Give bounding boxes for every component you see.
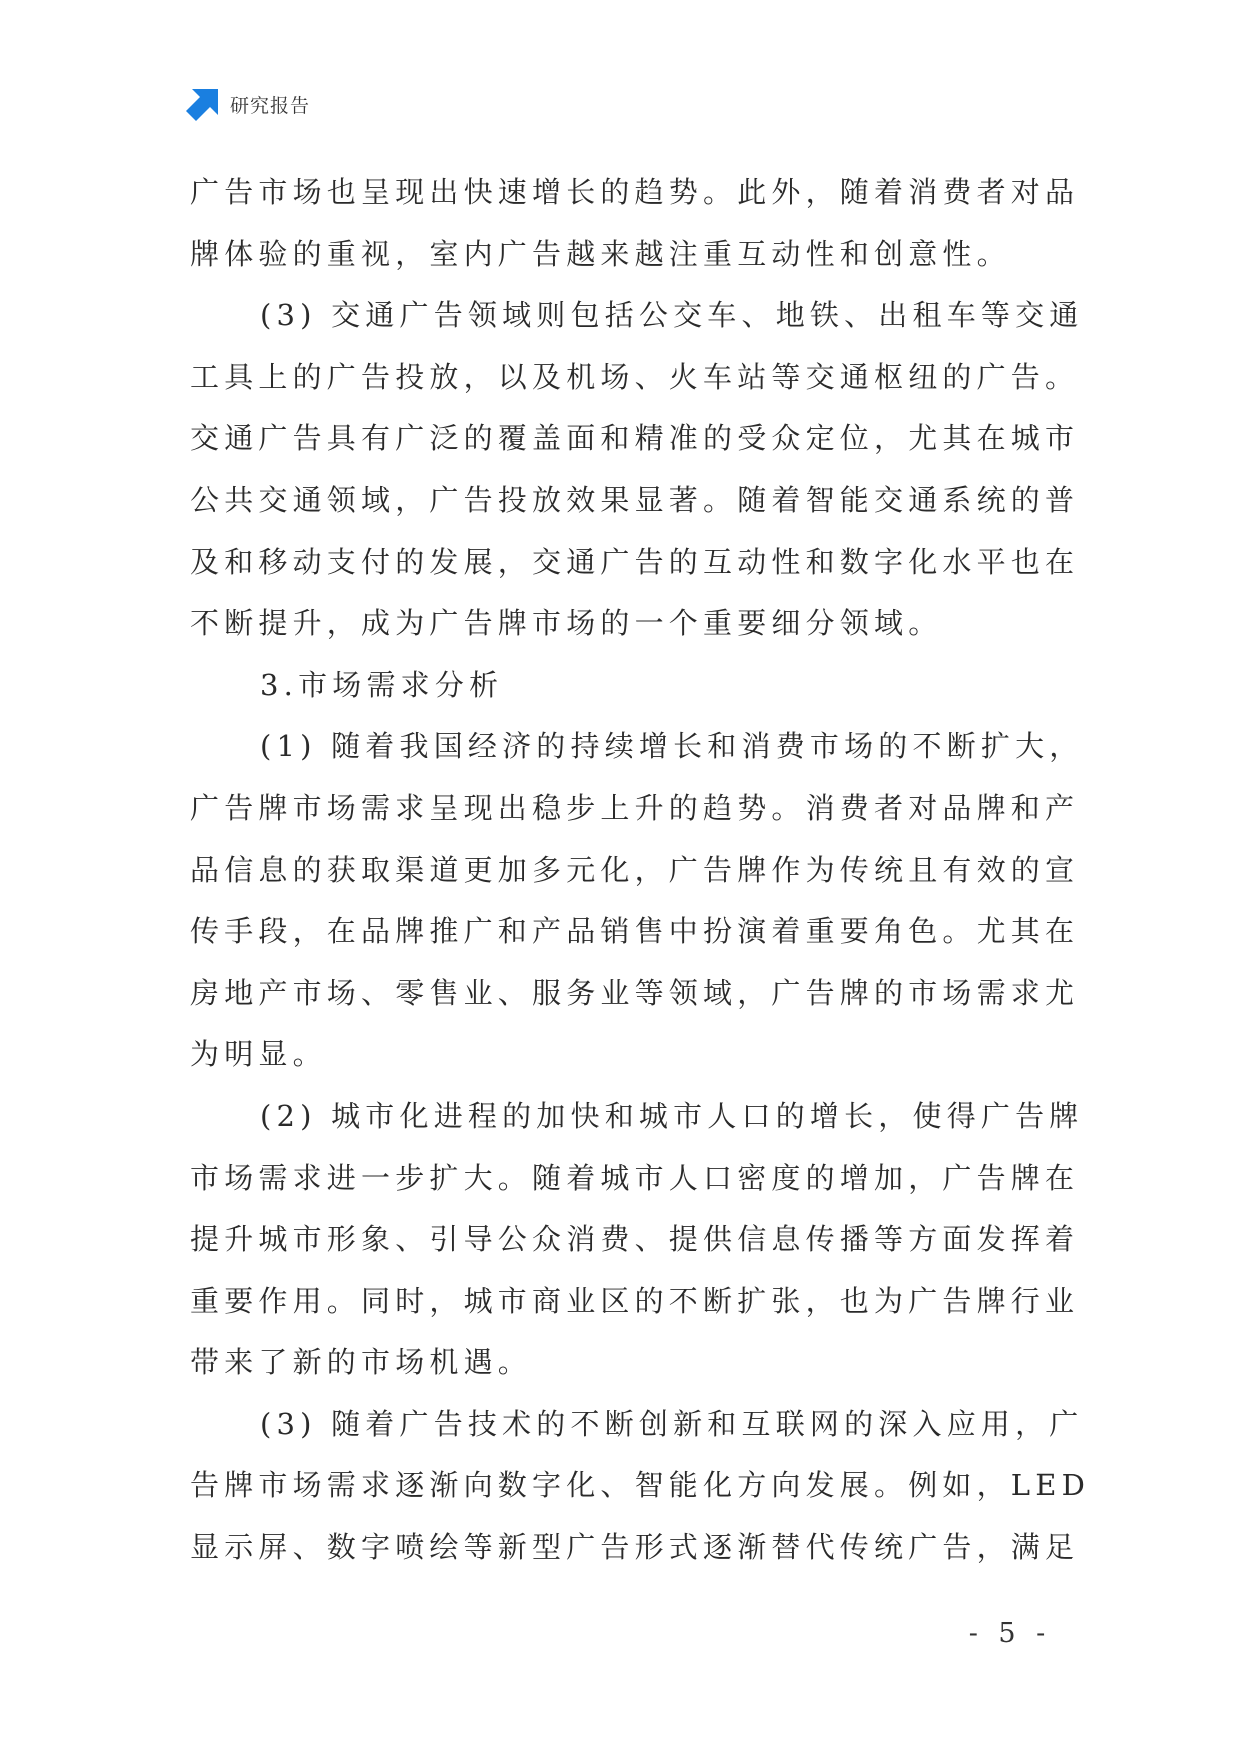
text-line: 不断提升，成为广告牌市场的一个重要细分领域。 [190, 606, 943, 641]
text-line: 及和移动支付的发展，交通广告的互动性和数字化水平也在 [190, 544, 1080, 579]
header-title: 研究报告 [230, 94, 311, 117]
text-line: 为明显。 [190, 1037, 327, 1072]
text-line: 公共交通领域，广告投放效果显著。随着智能交通系统的普 [190, 482, 1080, 517]
text-line: 牌体验的重视，室内广告越来越注重互动性和创意性。 [190, 236, 1011, 271]
text-line: 品信息的获取渠道更加多元化，广告牌作为传统且有效的宣 [190, 852, 1080, 887]
text-line: 传手段，在品牌推广和产品销售中扮演着重要角色。尤其在 [190, 914, 1080, 949]
text-line: 广告市场也呈现出快速增长的趋势。此外，随着消费者对品 [190, 175, 1080, 209]
paragraph-start-line: (1) 随着我国经济的持续增长和消费市场的不断扩大， [260, 729, 1084, 764]
text-line: 工具上的广告投放，以及机场、火车站等交通枢纽的广告。 [190, 359, 1080, 394]
text-line: 房地产市场、零售业、服务业等领域，广告牌的市场需求尤 [190, 975, 1080, 1010]
paragraph-start-line: (3) 交通广告领域则包括公交车、地铁、出租车等交通 [260, 298, 1084, 333]
page-header [186, 86, 310, 122]
text-line: 带来了新的市场机遇。 [190, 1345, 533, 1380]
document-body [190, 162, 1091, 1579]
text-line: 市场需求进一步扩大。随着城市人口密度的增加，广告牌在 [190, 1160, 1080, 1195]
text-line: 显示屏、数字喷绘等新型广告形式逐渐替代传统广告，满足 [190, 1530, 1080, 1565]
text-line: 提升城市形象、引导公众消费、提供信息传播等方面发挥着 [190, 1222, 1080, 1257]
text-line: 交通广告具有广泛的覆盖面和精准的受众定位，尤其在城市 [190, 421, 1080, 456]
text-line: 广告牌市场需求呈现出稳步上升的趋势。消费者对品牌和产 [190, 790, 1080, 825]
paragraph-start-line: (3) 随着广告技术的不断创新和互联网的深入应用，广 [260, 1406, 1084, 1441]
paragraph-start-line: (2) 城市化进程的加快和城市人口的增长，使得广告牌 [260, 1098, 1084, 1133]
text-line: 重要作用。同时，城市商业区的不断扩张，也为广告牌行业 [190, 1283, 1080, 1318]
page-number: - 5 - [968, 1618, 1052, 1649]
arrow-up-right-logo-icon [186, 87, 220, 121]
section-heading: 3.市场需求分析 [260, 667, 504, 702]
text-line: 告牌市场需求逐渐向数字化、智能化方向发展。例如，LED [190, 1468, 1091, 1503]
